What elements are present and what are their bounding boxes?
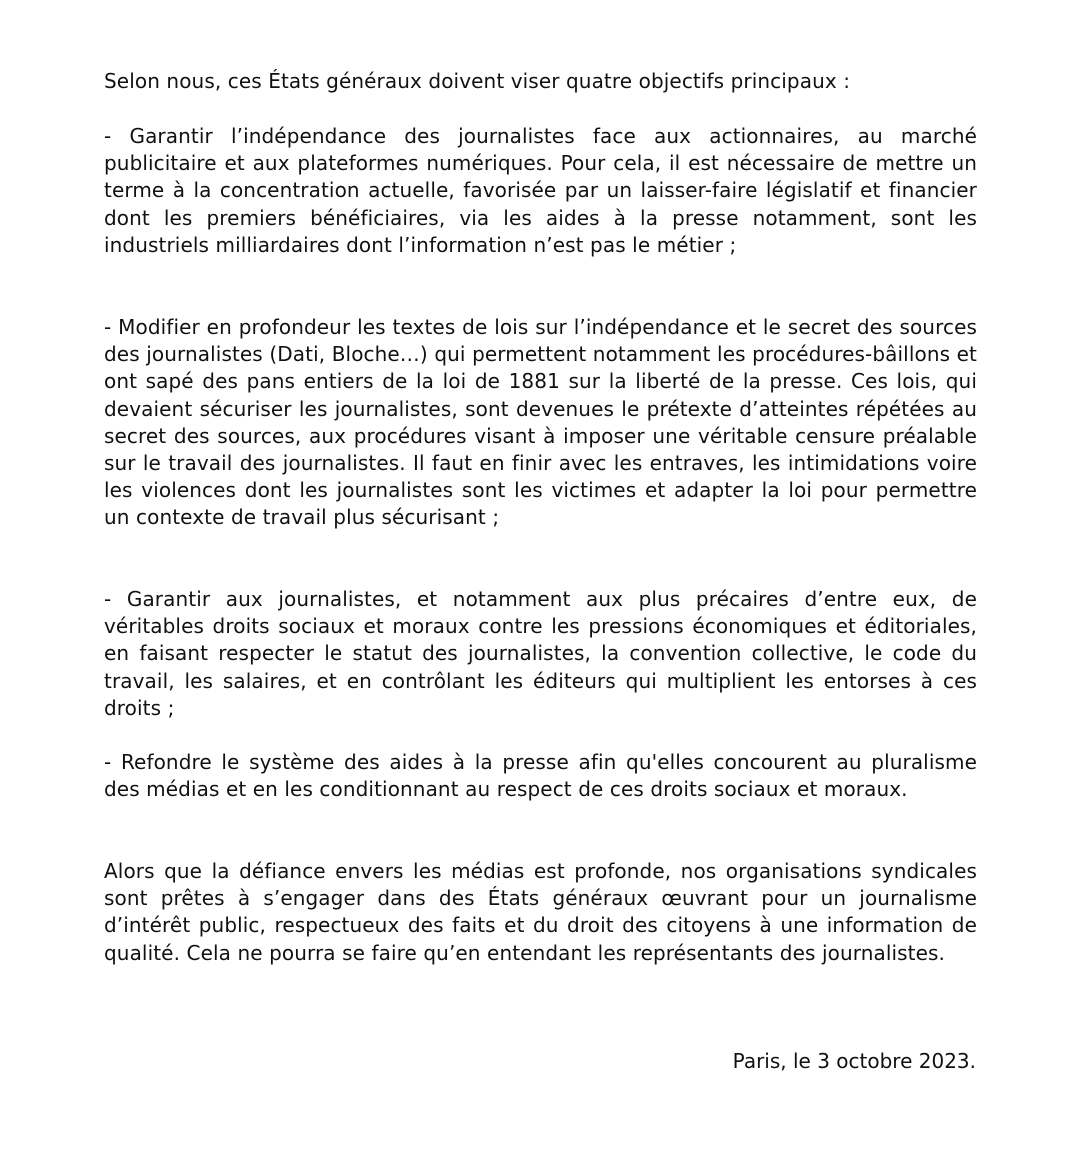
date-signature: Paris, le 3 octobre 2023.: [732, 1049, 976, 1073]
closing-paragraph: Alors que la défiance envers les médias est profonde, nos organisations syndicales sont prêtes à s’engager dans des États généraux œuvrant pour un journalisme d’intérêt public, respectueux des faits et du droit des citoyens à une information de qualité. Cela ne pourra se faire qu’en entendant les représentants des journalistes.: [104, 859, 977, 965]
intro-paragraph: Selon nous, ces États généraux doivent viser quatre objectifs principaux :: [104, 69, 851, 93]
objective-paragraph-independence: - Garantir l’indépendance des journalistes face aux actionnaires, au marché publicitaire et aux plateformes numériques. Pour cela, il est nécessaire de mettre un terme à la concentration actuelle, favorisée par un laisser-faire législatif et financier dont les premiers bénéficiaires, via les aides à la presse notamment, sont les industriels milliardaires dont l’information n’est pas le métier ;: [104, 124, 977, 257]
objective-paragraph-press-aid: - Refondre le système des aides à la presse afin qu'elles concourent au pluralisme des médias et en les conditionnant au respect de ces droits sociaux et moraux.: [104, 750, 977, 802]
objective-paragraph-laws: - Modifier en profondeur les textes de lois sur l’indépendance et le secret des sources des journalistes (Dati, Bloche…) qui permettent notamment les procédures-bâillons et ont sapé des pans entiers de la loi de 1881 sur la liberté de la presse. Ces lois, qui devaient sécuriser les journalistes, sont devenues le prétexte d’atteintes répétées au secret des sources, aux procédures visant à imposer une véritable censure préalable sur le travail des journalistes. Il faut en finir avec les entraves, les intimidations voire les violences dont les journalistes sont les victimes et adapter la loi pour permettre un contexte de travail plus sécurisant ;: [104, 315, 977, 530]
objective-paragraph-social-rights: - Garantir aux journalistes, et notamment aux plus précaires d’entre eux, de véritables droits sociaux et moraux contre les pressions économiques et éditoriales, en faisant respecter le statut des journalistes, la convention collective, le code du travail, les salaires, et en contrôlant les éditeurs qui multiplient les entorses à ces droits ;: [104, 587, 977, 720]
